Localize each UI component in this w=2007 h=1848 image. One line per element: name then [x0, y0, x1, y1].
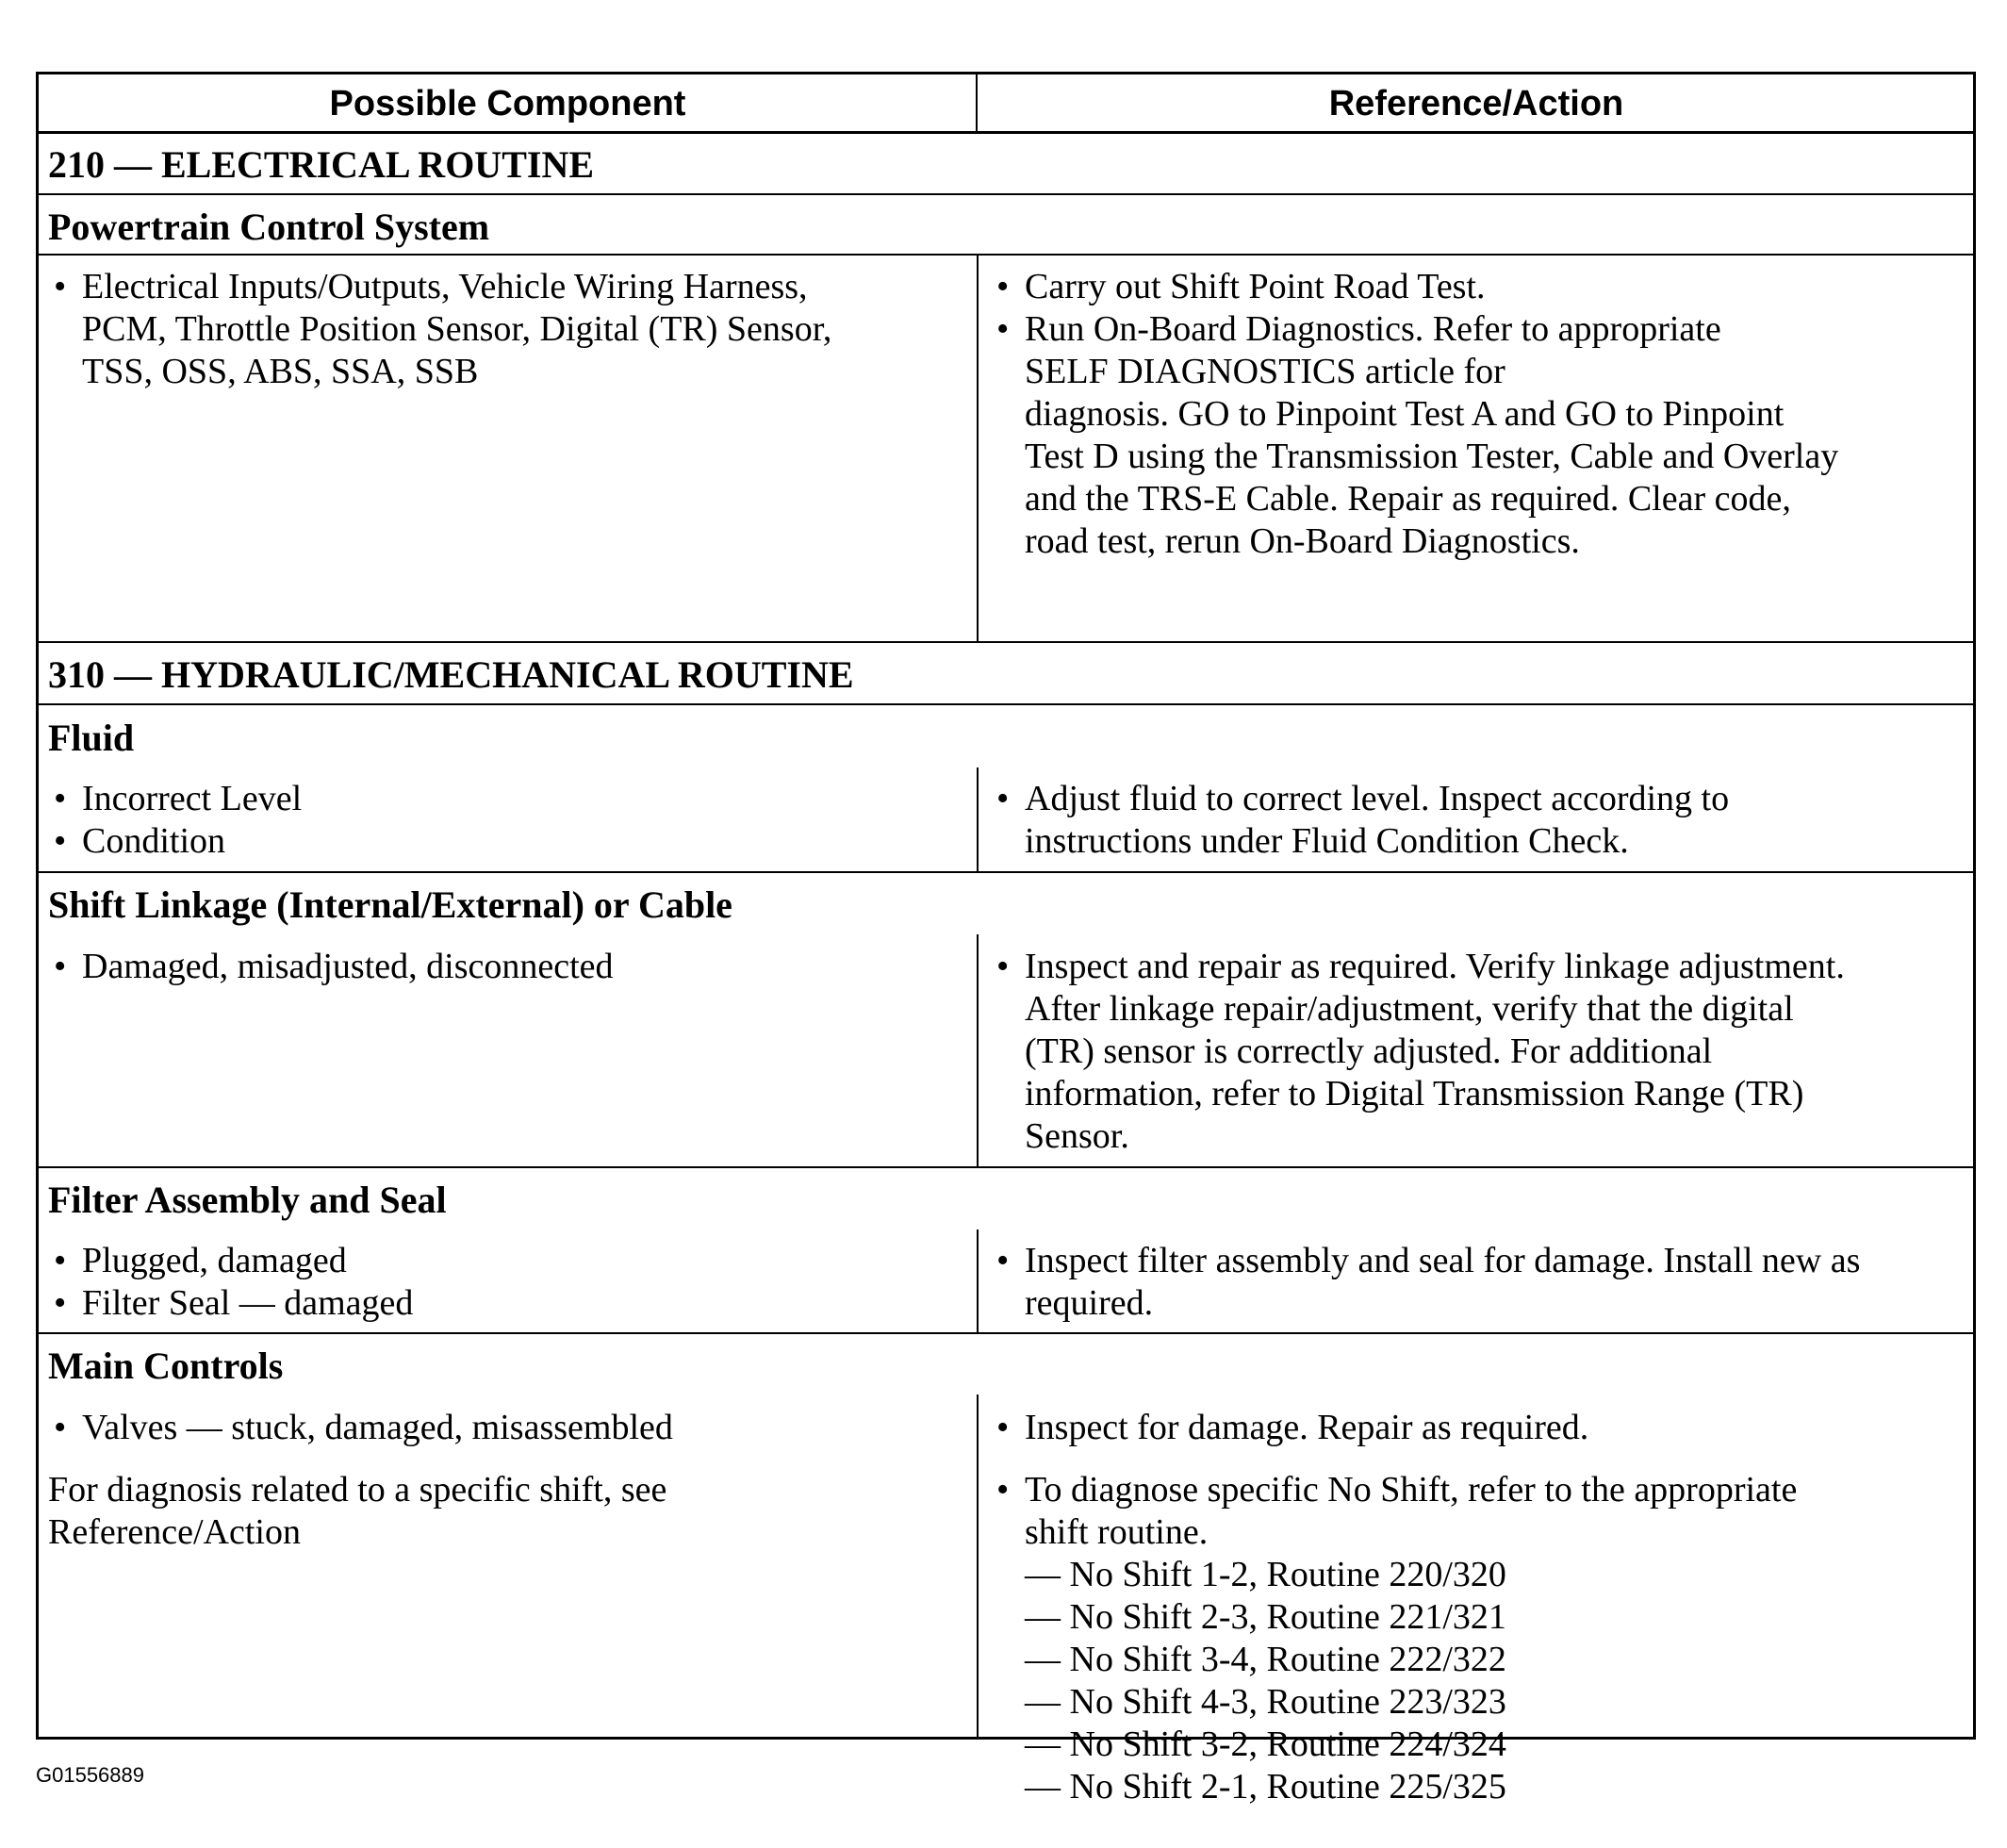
shift-linkage-component-cell: [48, 946, 614, 988]
powertrain-component-cell: [48, 266, 831, 393]
list-item: • Inspect filter assembly and seal for damage. Install new as: [991, 1240, 1860, 1282]
routine-item: — No Shift 4-3, Routine 223/323: [1025, 1682, 1506, 1722]
list-item: • Inspect for damage. Repair as required.: [991, 1407, 1797, 1449]
routine-item: — No Shift 3-4, Routine 222/322: [1025, 1640, 1506, 1679]
note-line: Reference/Action: [48, 1512, 301, 1552]
filter-component-cell: [48, 1240, 413, 1325]
header-reference-action: Reference/Action: [1328, 83, 1624, 124]
list-item: • Incorrect Level: [48, 778, 302, 820]
fluid-action-cell: [991, 778, 1729, 863]
note-line: For diagnosis related to a specific shift, see: [48, 1470, 667, 1510]
list-item-continuation: PCM, Throttle Position Sensor, Digital (TR) Sensor,: [82, 309, 832, 349]
section-title-310: 310 — HYDRAULIC/MECHANICAL ROUTINE: [48, 653, 854, 696]
routine-item: — No Shift 1-2, Routine 220/320: [1025, 1555, 1506, 1594]
row-divider: [39, 871, 1973, 873]
powertrain-action-cell: [991, 266, 1838, 563]
column-divider: [977, 1394, 979, 1740]
shift-linkage-action-cell: [991, 946, 1845, 1158]
routine-list: [991, 1554, 1797, 1808]
list-item-continuation: After linkage repair/adjustment, verify that the digital: [1025, 989, 1794, 1029]
list-item-continuation: road test, rerun On-Board Diagnostics.: [1025, 521, 1580, 561]
column-divider: [977, 1229, 979, 1334]
list-item: • Condition: [48, 820, 302, 863]
list-item: • To diagnose specific No Shift, refer to the appropriate: [991, 1469, 1797, 1511]
list-item-continuation: TSS, OSS, ABS, SSA, SSB: [82, 352, 479, 391]
list-item: • Damaged, misadjusted, disconnected: [48, 946, 614, 988]
list-item: • Plugged, damaged: [48, 1240, 413, 1282]
list-item-continuation: Test D using the Transmission Tester, Cable and Overlay: [1025, 437, 1839, 476]
routine-item: — No Shift 3-2, Routine 224/324: [1025, 1724, 1506, 1764]
figure-id: G01556889: [36, 1763, 144, 1787]
row-divider: [39, 703, 1973, 705]
main-controls-note: [48, 1469, 666, 1554]
section-title-210: 210 — ELECTRICAL ROUTINE: [48, 143, 595, 186]
section-title-filter: Filter Assembly and Seal: [48, 1179, 447, 1221]
section-title-shift-linkage: Shift Linkage (Internal/External) or Cable: [48, 883, 732, 926]
list-item: • Adjust fluid to correct level. Inspect according to: [991, 778, 1729, 820]
section-title-fluid: Fluid: [48, 717, 135, 759]
header-possible-component: Possible Component: [329, 83, 686, 124]
list-item: • Valves — stuck, damaged, misassembled: [48, 1407, 673, 1449]
list-item-continuation: diagnosis. GO to Pinpoint Test A and GO to Pinpoint: [1025, 394, 1785, 434]
section-title-main-controls: Main Controls: [48, 1345, 284, 1387]
list-item: • Run On-Board Diagnostics. Refer to appropriate: [991, 308, 1838, 351]
list-item-continuation: SELF DIAGNOSTICS article for: [1025, 352, 1505, 391]
list-item: • Filter Seal — damaged: [48, 1282, 413, 1325]
column-divider: [977, 256, 979, 643]
column-divider: [977, 934, 979, 1168]
fluid-component-cell: [48, 778, 302, 863]
list-item-continuation: instructions under Fluid Condition Check.: [1025, 821, 1629, 861]
routine-item: — No Shift 2-1, Routine 225/325: [1025, 1767, 1506, 1807]
list-item: • Electrical Inputs/Outputs, Vehicle Wiring Harness,: [48, 266, 831, 308]
row-divider: [39, 641, 1973, 643]
row-divider: [39, 1332, 1973, 1334]
column-divider: [976, 74, 978, 133]
main-controls-action-cell: [991, 1407, 1797, 1808]
section-title-powertrain: Powertrain Control System: [48, 206, 490, 248]
list-item-continuation: Sensor.: [1025, 1116, 1129, 1156]
list-item-continuation: and the TRS-E Cable. Repair as required. Clear code,: [1025, 479, 1791, 519]
row-divider: [39, 131, 1973, 134]
list-item-continuation: information, refer to Digital Transmission Range (TR): [1025, 1074, 1804, 1114]
routine-item: — No Shift 2-3, Routine 221/321: [1025, 1597, 1506, 1637]
filter-action-cell: [991, 1240, 1860, 1325]
main-controls-component-cell: [48, 1407, 673, 1449]
list-item: • Carry out Shift Point Road Test.: [991, 266, 1838, 308]
list-item-continuation: (TR) sensor is correctly adjusted. For additional: [1025, 1031, 1713, 1071]
row-divider: [39, 193, 1973, 195]
row-divider: [39, 1166, 1973, 1168]
row-divider: [39, 254, 1973, 256]
column-divider: [977, 767, 979, 873]
list-item-continuation: required.: [1025, 1283, 1154, 1323]
list-item: • Inspect and repair as required. Verify linkage adjustment.: [991, 946, 1845, 988]
list-item-continuation: shift routine.: [1025, 1512, 1209, 1552]
